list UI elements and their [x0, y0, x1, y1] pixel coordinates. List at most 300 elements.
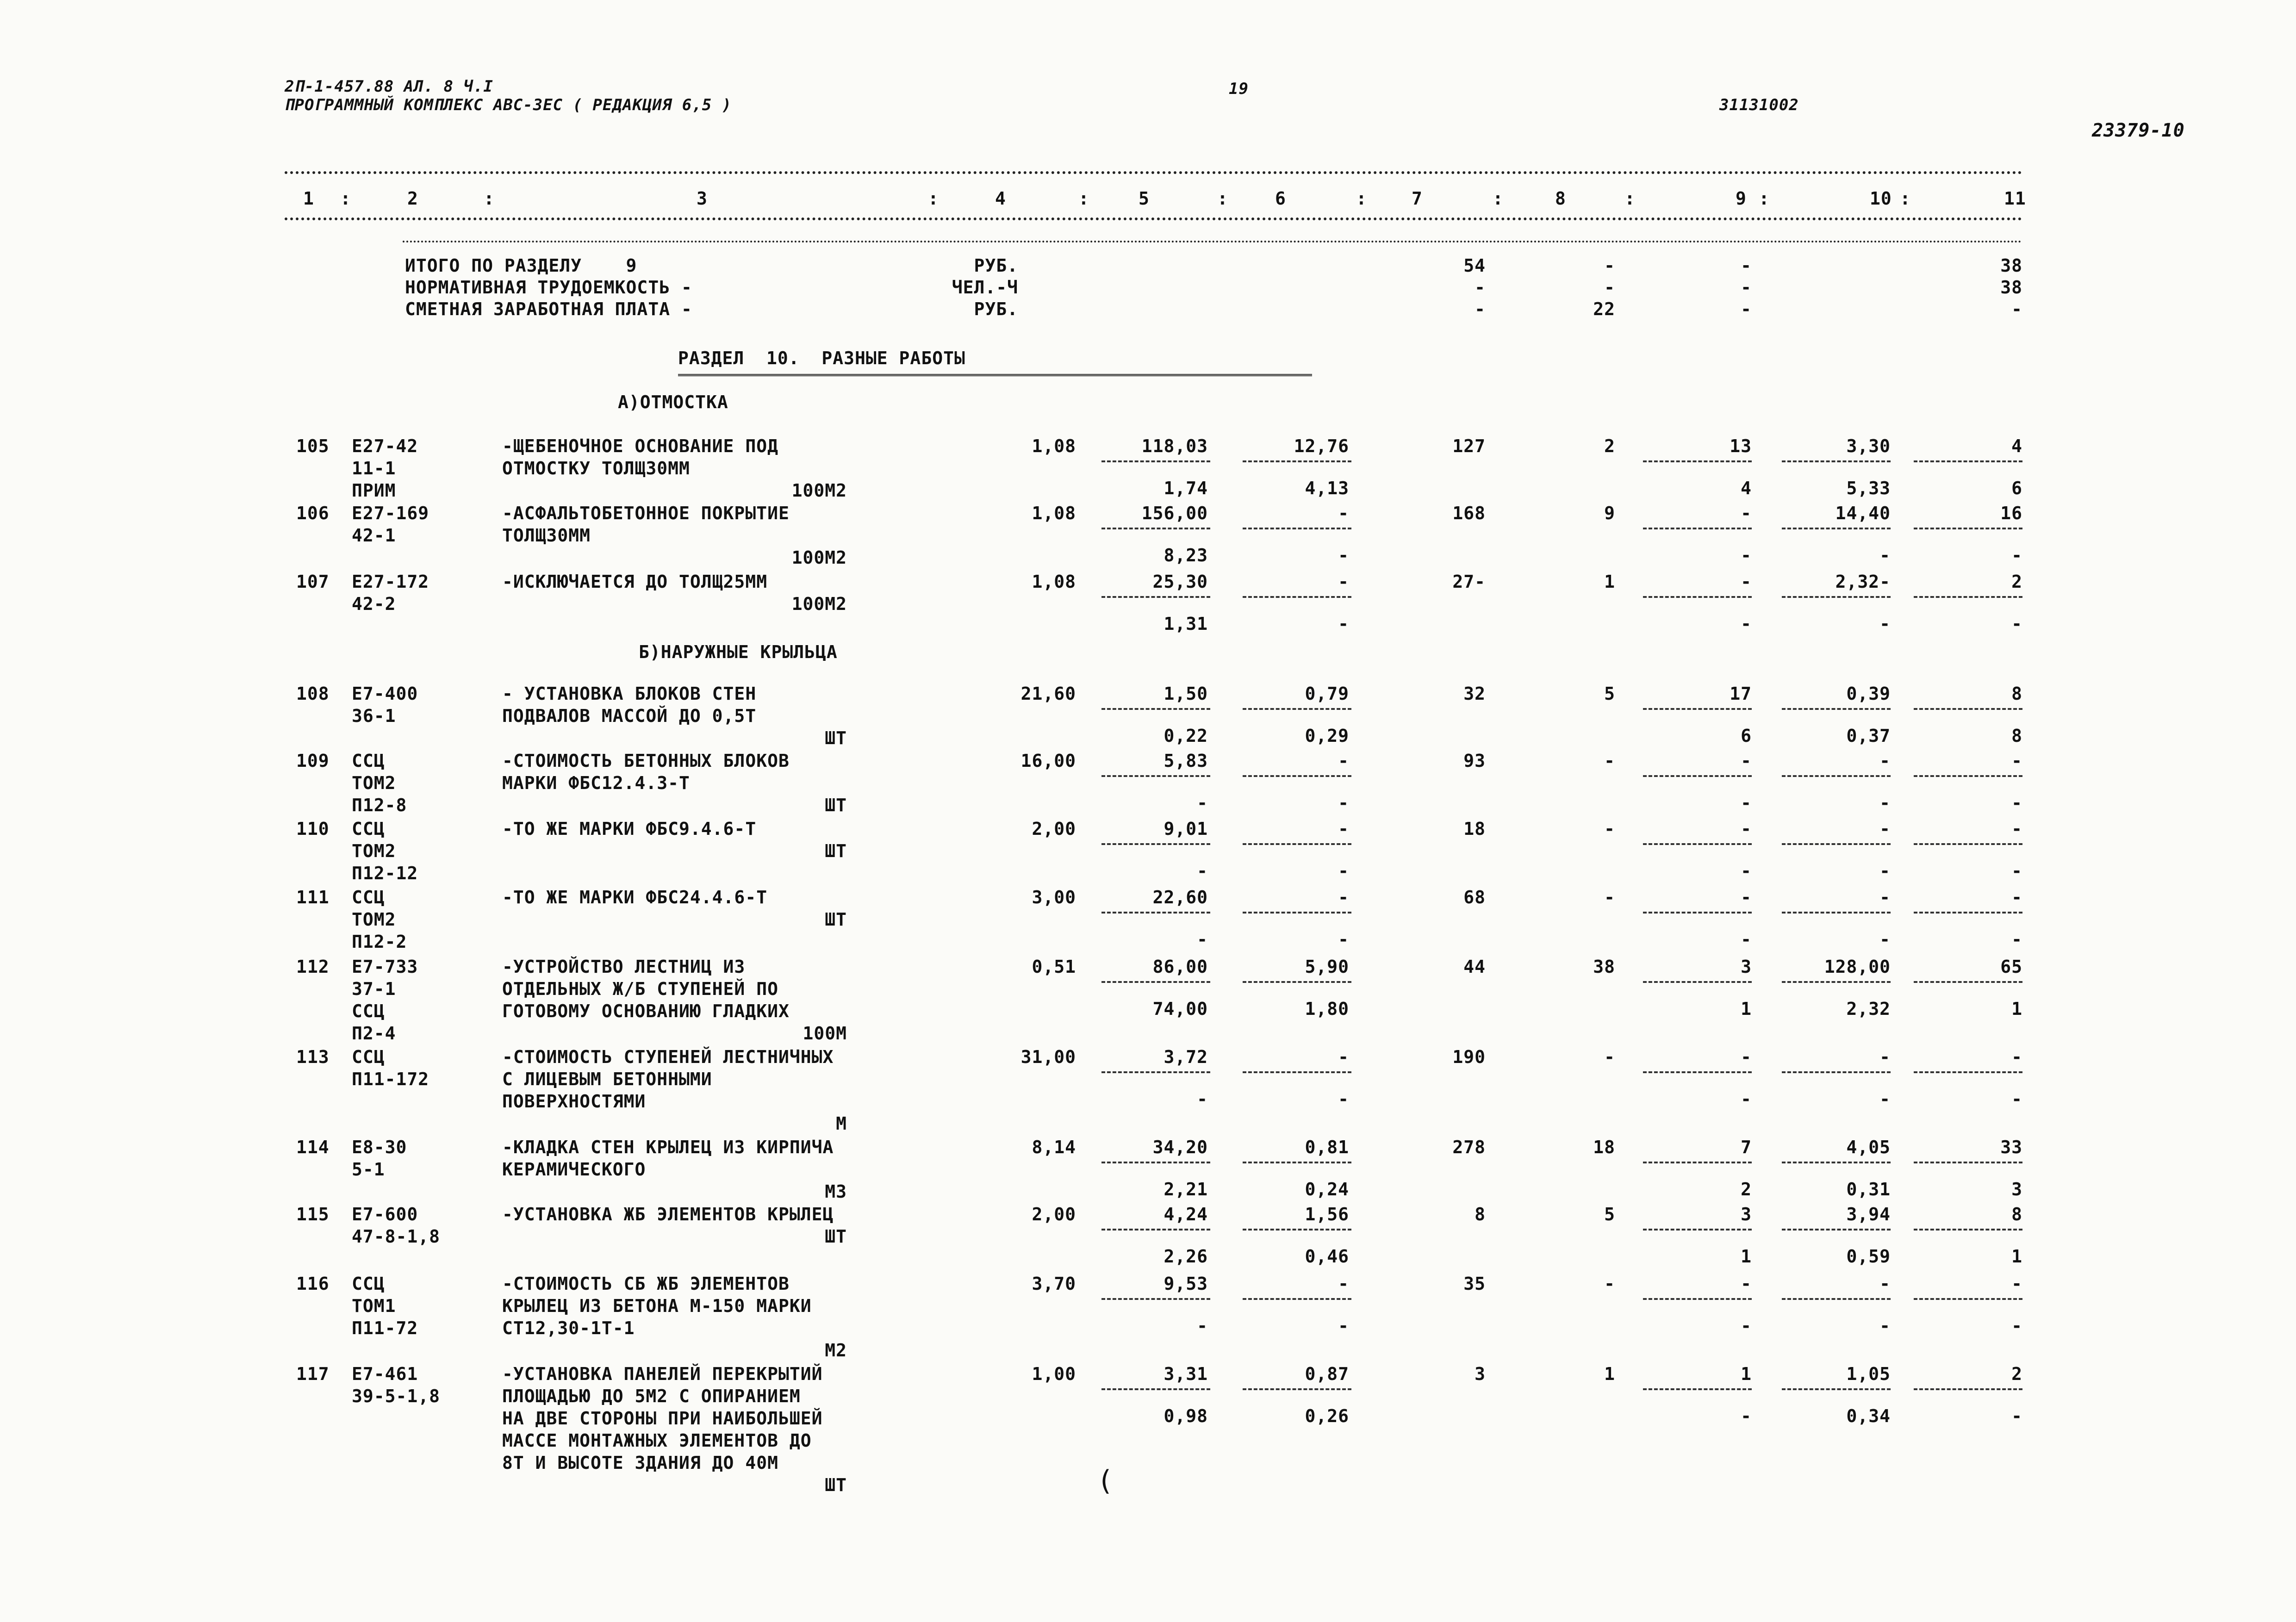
- row-unit-wage-2: -: [1338, 545, 1349, 566]
- row-col9-2: -: [1741, 1406, 1752, 1426]
- row-code: П11-172: [352, 1069, 429, 1089]
- row-quantity: 2,00: [1032, 819, 1076, 839]
- handwritten-stamp: 23379-10: [2092, 120, 2185, 141]
- doc-code: 2П-1-457.88 АЛ. 8 Ч.I: [285, 77, 493, 96]
- row-code: Е8-30: [352, 1137, 407, 1157]
- page-number: 19: [1229, 80, 1249, 98]
- row-col10: 14,40: [1835, 503, 1891, 523]
- row-unit-wage: 0,81: [1305, 1137, 1349, 1157]
- row-code: 37-1: [352, 979, 396, 999]
- row-unit-wage-2: -: [1338, 861, 1349, 881]
- row-description: -УСТРОЙСТВО ЛЕСТНИЦ ИЗ: [502, 957, 746, 977]
- row-col11: -: [2011, 1047, 2022, 1067]
- row-unit-wage-2: 4,13: [1305, 478, 1349, 498]
- row-divider: [1782, 1071, 1891, 1073]
- row-col8: -: [1604, 819, 1615, 839]
- column-header-9: 9: [1736, 188, 1747, 209]
- row-code: П11-72: [352, 1318, 418, 1338]
- row-divider: [1101, 528, 1210, 529]
- row-divider: [1243, 528, 1351, 529]
- row-divider: [1243, 775, 1351, 777]
- row-col11: 65: [2000, 957, 2022, 977]
- row-code: 11-1: [352, 458, 396, 479]
- row-description: ПОВЕРХНОСТЯМИ: [502, 1091, 646, 1112]
- totals-rule: [403, 241, 2022, 242]
- row-col8: -: [1604, 751, 1615, 771]
- row-divider: [1101, 460, 1210, 462]
- row-divider: [1243, 1229, 1351, 1230]
- row-unit: М: [836, 1113, 847, 1134]
- row-col11-2: -: [2011, 1316, 2022, 1336]
- row-divider: [1914, 912, 2022, 914]
- row-divider: [1243, 1298, 1351, 1300]
- row-col8: 18: [1593, 1137, 1615, 1157]
- column-header-8: 8: [1555, 188, 1566, 209]
- row-divider: [1101, 843, 1210, 845]
- column-header-5: 5: [1139, 188, 1150, 209]
- row-description: МАРКИ ФБС12.4.3-Т: [502, 773, 690, 793]
- row-col11: 33: [2000, 1137, 2022, 1157]
- row-col10: 2,32-: [1835, 572, 1891, 592]
- row-col10-2: -: [1879, 861, 1891, 881]
- row-code: 47-8-1,8: [352, 1226, 441, 1247]
- column-separator: :: [928, 188, 939, 209]
- row-code: П12-2: [352, 932, 407, 952]
- row-number: 108: [296, 684, 330, 704]
- row-divider: [1782, 528, 1891, 529]
- pen-mark: (: [1097, 1465, 1114, 1497]
- column-separator: :: [1217, 188, 1228, 209]
- subsection-b-title: Б)НАРУЖНЫЕ КРЫЛЬЦА: [639, 642, 838, 662]
- row-unit-price: 156,00: [1141, 503, 1208, 523]
- row-code: ССЦ: [352, 751, 385, 771]
- row-divider: [1101, 708, 1210, 710]
- row-code: П12-8: [352, 795, 407, 815]
- row-divider: [1243, 596, 1351, 598]
- row-col11: 4: [2011, 436, 2022, 456]
- row-number: 109: [296, 751, 330, 771]
- row-col11-2: 6: [2011, 478, 2022, 498]
- totals-col11: 38: [2000, 277, 2022, 298]
- row-description: С ЛИЦЕВЫМ БЕТОННЫМИ: [502, 1069, 712, 1089]
- row-unit: М3: [825, 1181, 847, 1202]
- row-code: Е7-461: [352, 1364, 418, 1384]
- row-unit: 100М2: [791, 547, 847, 568]
- row-col9: 3: [1741, 957, 1752, 977]
- row-col9: -: [1741, 1047, 1752, 1067]
- row-code: Е27-42: [352, 436, 418, 456]
- row-col10-2: -: [1879, 929, 1891, 950]
- row-divider: [1782, 1162, 1891, 1163]
- row-col9-2: 1: [1741, 1246, 1752, 1267]
- row-unit-wage-2: 0,46: [1305, 1246, 1349, 1267]
- row-code: ТОМ2: [352, 773, 396, 793]
- row-divider: [1243, 460, 1351, 462]
- row-number: 105: [296, 436, 330, 456]
- row-description: ОТДЕЛЬНЫХ Ж/Б СТУПЕНЕЙ ПО: [502, 979, 778, 999]
- row-unit-price-2: 0,98: [1164, 1406, 1208, 1426]
- row-divider: [1782, 1229, 1891, 1230]
- row-col8: 1: [1604, 1364, 1615, 1384]
- row-divider: [1101, 1388, 1210, 1390]
- row-col8: -: [1604, 887, 1615, 907]
- totals-label: СМЕТНАЯ ЗАРАБОТНАЯ ПЛАТА -: [405, 299, 692, 319]
- row-code: Е7-400: [352, 684, 418, 704]
- row-divider: [1643, 843, 1752, 845]
- row-description: ОТМОСТКУ ТОЛЩ30ММ: [502, 458, 690, 479]
- row-number: 111: [296, 887, 330, 907]
- row-col11: 2: [2011, 572, 2022, 592]
- row-col10: 1,05: [1846, 1364, 1891, 1384]
- row-description: КЕРАМИЧЕСКОГО: [502, 1159, 646, 1180]
- row-unit-price: 5,83: [1164, 751, 1208, 771]
- row-divider: [1782, 460, 1891, 462]
- row-divider: [1914, 1298, 2022, 1300]
- row-divider: [1101, 1298, 1210, 1300]
- totals-col7: -: [1475, 299, 1486, 319]
- row-number: 117: [296, 1364, 330, 1384]
- row-unit-price-2: 2,21: [1164, 1179, 1208, 1199]
- row-divider: [1643, 1071, 1752, 1073]
- row-col11: -: [2011, 1274, 2022, 1294]
- row-description: -СТОИМОСТЬ БЕТОННЫХ БЛОКОВ: [502, 751, 790, 771]
- row-divider: [1243, 843, 1351, 845]
- row-col9: -: [1741, 503, 1752, 523]
- column-header-7: 7: [1412, 188, 1423, 209]
- row-description: ПОДВАЛОВ МАССОЙ ДО 0,5Т: [502, 706, 757, 726]
- row-unit-wage-2: -: [1338, 1089, 1349, 1109]
- subsection-a-title: А)ОТМОСТКА: [618, 392, 728, 412]
- totals-col9: -: [1741, 255, 1752, 276]
- row-col9-2: -: [1741, 1316, 1752, 1336]
- row-col10-2: 0,59: [1846, 1246, 1891, 1267]
- row-code: 42-1: [352, 525, 396, 546]
- row-code: ТОМ2: [352, 909, 396, 930]
- row-description: -СТОИМОСТЬ СБ ЖБ ЭЛЕМЕНТОВ: [502, 1274, 790, 1294]
- row-col10-2: 0,34: [1846, 1406, 1891, 1426]
- row-number: 110: [296, 819, 330, 839]
- row-divider: [1782, 1388, 1891, 1390]
- row-col7: 278: [1452, 1137, 1486, 1157]
- row-col11-2: -: [2011, 545, 2022, 566]
- row-col9: -: [1741, 751, 1752, 771]
- row-unit-wage: 0,79: [1305, 684, 1349, 704]
- row-unit-wage: -: [1338, 751, 1349, 771]
- row-divider: [1643, 1388, 1752, 1390]
- totals-label: НОРМАТИВНАЯ ТРУДОЕМКОСТЬ -: [405, 277, 692, 298]
- row-col9-2: 2: [1741, 1179, 1752, 1199]
- row-divider: [1101, 775, 1210, 777]
- row-col11-2: 3: [2011, 1179, 2022, 1199]
- row-unit-wage-2: 0,24: [1305, 1179, 1349, 1199]
- row-col11-2: 1: [2011, 999, 2022, 1019]
- row-col10-2: -: [1879, 614, 1891, 634]
- row-col8: 9: [1604, 503, 1615, 523]
- column-separator: :: [1493, 188, 1504, 209]
- row-unit-wage: -: [1338, 1274, 1349, 1294]
- row-divider: [1643, 1298, 1752, 1300]
- totals-unit: ЧЕЛ.-Ч: [952, 277, 1018, 298]
- row-col11-2: -: [2011, 793, 2022, 813]
- row-col10: 128,00: [1824, 957, 1891, 977]
- row-unit-wage: -: [1338, 1047, 1349, 1067]
- row-unit-price: 9,53: [1164, 1274, 1208, 1294]
- row-col9-2: 6: [1741, 726, 1752, 746]
- row-description: СТ12,30-1Т-1: [502, 1318, 635, 1338]
- row-divider: [1914, 843, 2022, 845]
- row-unit-price-2: -: [1197, 929, 1208, 950]
- row-divider: [1243, 1071, 1351, 1073]
- row-col11: 16: [2000, 503, 2022, 523]
- row-quantity: 0,51: [1032, 957, 1076, 977]
- row-col10: -: [1879, 887, 1891, 907]
- row-divider: [1914, 1071, 2022, 1073]
- column-separator: :: [1356, 188, 1367, 209]
- row-number: 107: [296, 572, 330, 592]
- row-quantity: 2,00: [1032, 1204, 1076, 1224]
- row-divider: [1643, 596, 1752, 598]
- row-divider: [1782, 912, 1891, 914]
- row-col9: 17: [1730, 684, 1752, 704]
- row-unit: М2: [825, 1340, 847, 1361]
- row-unit-wage-2: 0,29: [1305, 726, 1349, 746]
- column-header-6: 6: [1275, 188, 1286, 209]
- row-code: 5-1: [352, 1159, 385, 1180]
- row-divider: [1782, 981, 1891, 983]
- row-col8: -: [1604, 1047, 1615, 1067]
- row-code: ПРИМ: [352, 480, 396, 501]
- row-unit-price: 34,20: [1152, 1137, 1208, 1157]
- row-col10: -: [1879, 751, 1891, 771]
- row-unit-wage: -: [1338, 503, 1349, 523]
- column-header-10: 10: [1870, 188, 1892, 209]
- totals-col9: -: [1741, 299, 1752, 319]
- column-header-3: 3: [697, 188, 708, 209]
- row-unit-price-2: -: [1197, 793, 1208, 813]
- row-col7: 32: [1463, 684, 1486, 704]
- row-unit: ШТ: [825, 841, 847, 861]
- row-col11-2: -: [2011, 614, 2022, 634]
- row-unit-price: 3,31: [1164, 1364, 1208, 1384]
- row-divider: [1914, 596, 2022, 598]
- row-col8: 5: [1604, 1204, 1615, 1224]
- row-quantity: 1,08: [1032, 503, 1076, 523]
- row-col10-2: 0,31: [1846, 1179, 1891, 1199]
- row-divider: [1782, 843, 1891, 845]
- row-col9-2: 4: [1741, 478, 1752, 498]
- row-description: МАССЕ МОНТАЖНЫХ ЭЛЕМЕНТОВ ДО: [502, 1430, 812, 1451]
- header-rule-top: [285, 171, 2022, 174]
- row-code: 42-2: [352, 594, 396, 614]
- row-number: 116: [296, 1274, 330, 1294]
- row-unit-price: 1,50: [1164, 684, 1208, 704]
- row-col9: 1: [1741, 1364, 1752, 1384]
- row-divider: [1782, 708, 1891, 710]
- row-divider: [1643, 708, 1752, 710]
- row-divider: [1243, 981, 1351, 983]
- row-unit: 100М2: [791, 480, 847, 501]
- row-quantity: 1,08: [1032, 436, 1076, 456]
- row-col9: 13: [1730, 436, 1752, 456]
- row-divider: [1101, 596, 1210, 598]
- row-description: ТОЛЩ30ММ: [502, 525, 591, 546]
- row-code: ССЦ: [352, 887, 385, 907]
- row-unit: ШТ: [825, 1226, 847, 1247]
- row-unit-price: 22,60: [1152, 887, 1208, 907]
- row-unit: 100М2: [791, 594, 847, 614]
- row-col11: -: [2011, 819, 2022, 839]
- row-col11-2: 1: [2011, 1246, 2022, 1267]
- row-unit-price-2: 2,26: [1164, 1246, 1208, 1267]
- row-col9-2: -: [1741, 545, 1752, 566]
- row-code: ССЦ: [352, 1274, 385, 1294]
- column-separator: :: [1078, 188, 1089, 209]
- row-col9-2: 1: [1741, 999, 1752, 1019]
- row-number: 114: [296, 1137, 330, 1157]
- row-unit-price-2: -: [1197, 1089, 1208, 1109]
- row-code: П12-12: [352, 863, 418, 883]
- row-divider: [1643, 460, 1752, 462]
- row-col9-2: -: [1741, 929, 1752, 950]
- row-divider: [1914, 981, 2022, 983]
- row-description: -УСТАНОВКА ПАНЕЛЕЙ ПЕРЕКРЫТИЙ: [502, 1364, 823, 1384]
- row-divider: [1101, 1229, 1210, 1230]
- row-col10: -: [1879, 1274, 1891, 1294]
- row-col11-2: 8: [2011, 726, 2022, 746]
- row-unit-wage: -: [1338, 572, 1349, 592]
- row-unit-price-2: 74,00: [1152, 999, 1208, 1019]
- column-header-2: 2: [407, 188, 418, 209]
- row-number: 112: [296, 957, 330, 977]
- row-col7: 168: [1452, 503, 1486, 523]
- column-header-1: 1: [303, 188, 314, 209]
- row-unit-price: 3,72: [1164, 1047, 1208, 1067]
- column-separator: :: [340, 188, 351, 209]
- row-quantity: 3,70: [1032, 1274, 1076, 1294]
- row-unit-price-2: -: [1197, 1316, 1208, 1336]
- row-unit: ШТ: [825, 728, 847, 748]
- row-divider: [1243, 1388, 1351, 1390]
- row-divider: [1914, 460, 2022, 462]
- row-col9: -: [1741, 572, 1752, 592]
- row-divider: [1101, 1071, 1210, 1073]
- row-col10: 3,30: [1846, 436, 1891, 456]
- row-col10-2: -: [1879, 545, 1891, 566]
- row-unit-price-2: -: [1197, 861, 1208, 881]
- row-col10-2: 0,37: [1846, 726, 1891, 746]
- row-divider: [1782, 1298, 1891, 1300]
- row-divider: [1243, 912, 1351, 914]
- row-unit-wage: 5,90: [1305, 957, 1349, 977]
- row-divider: [1914, 528, 2022, 529]
- row-col7: 8: [1475, 1204, 1486, 1224]
- row-col9: -: [1741, 887, 1752, 907]
- row-unit-price-2: 1,31: [1164, 614, 1208, 634]
- column-separator: :: [1759, 188, 1770, 209]
- row-col10-2: 5,33: [1846, 478, 1891, 498]
- row-divider: [1914, 708, 2022, 710]
- row-col10-2: -: [1879, 1316, 1891, 1336]
- row-unit-price: 118,03: [1141, 436, 1208, 456]
- row-quantity: 16,00: [1020, 751, 1076, 771]
- totals-col11: 38: [2000, 255, 2022, 276]
- row-col11-2: -: [2011, 1406, 2022, 1426]
- row-unit: ШТ: [825, 1475, 847, 1495]
- row-col11: -: [2011, 751, 2022, 771]
- row-code: ССЦ: [352, 819, 385, 839]
- row-col8: 38: [1593, 957, 1615, 977]
- row-col7: 127: [1452, 436, 1486, 456]
- row-unit-wage: 12,76: [1294, 436, 1349, 456]
- totals-label: ИТОГО ПО РАЗДЕЛУ 9: [405, 255, 637, 276]
- row-unit-price: 25,30: [1152, 572, 1208, 592]
- row-divider: [1782, 596, 1891, 598]
- row-unit-wage: 0,87: [1305, 1364, 1349, 1384]
- row-divider: [1643, 981, 1752, 983]
- row-col7: 35: [1463, 1274, 1486, 1294]
- row-unit-wage-2: 1,80: [1305, 999, 1349, 1019]
- row-unit-price: 4,24: [1164, 1204, 1208, 1224]
- totals-col8: 22: [1593, 299, 1615, 319]
- row-col10-2: 2,32: [1846, 999, 1891, 1019]
- row-unit-wage-2: -: [1338, 793, 1349, 813]
- row-divider: [1243, 708, 1351, 710]
- row-divider: [1101, 1162, 1210, 1163]
- row-col9-2: -: [1741, 861, 1752, 881]
- row-unit: 100М: [803, 1023, 847, 1044]
- row-divider: [1243, 1162, 1351, 1163]
- row-col10-2: -: [1879, 793, 1891, 813]
- row-col11-2: -: [2011, 1089, 2022, 1109]
- column-header-11: 11: [2004, 188, 2026, 209]
- column-header-4: 4: [995, 188, 1006, 209]
- row-code: 36-1: [352, 706, 396, 726]
- row-quantity: 1,00: [1032, 1364, 1076, 1384]
- row-col9-2: -: [1741, 1089, 1752, 1109]
- row-col7: 190: [1452, 1047, 1486, 1067]
- row-col7: 93: [1463, 751, 1486, 771]
- row-number: 106: [296, 503, 330, 523]
- row-unit-price: 9,01: [1164, 819, 1208, 839]
- row-col8: 5: [1604, 684, 1615, 704]
- row-quantity: 21,60: [1020, 684, 1076, 704]
- row-col9: -: [1741, 819, 1752, 839]
- row-unit-wage: -: [1338, 887, 1349, 907]
- row-col8: 1: [1604, 572, 1615, 592]
- row-col7: 27-: [1452, 572, 1486, 592]
- totals-col7: -: [1475, 277, 1486, 298]
- row-quantity: 1,08: [1032, 572, 1076, 592]
- row-divider: [1643, 775, 1752, 777]
- row-col10: -: [1879, 1047, 1891, 1067]
- totals-col7: 54: [1463, 255, 1486, 276]
- row-code: ТОМ2: [352, 841, 396, 861]
- row-divider: [1914, 775, 2022, 777]
- row-description: -АСФАЛЬТОБЕТОННОЕ ПОКРЫТИЕ: [502, 503, 790, 523]
- row-col10: 4,05: [1846, 1137, 1891, 1157]
- row-unit-price-2: 8,23: [1164, 545, 1208, 566]
- row-code: 39-5-1,8: [352, 1386, 441, 1406]
- row-quantity: 8,14: [1032, 1137, 1076, 1157]
- row-unit-wage-2: -: [1338, 614, 1349, 634]
- row-code: П2-4: [352, 1023, 396, 1044]
- row-col11: 8: [2011, 1204, 2022, 1224]
- row-divider: [1643, 528, 1752, 529]
- totals-col8: -: [1604, 255, 1615, 276]
- totals-unit: РУБ.: [974, 299, 1018, 319]
- row-code: Е27-172: [352, 572, 429, 592]
- row-divider: [1643, 1162, 1752, 1163]
